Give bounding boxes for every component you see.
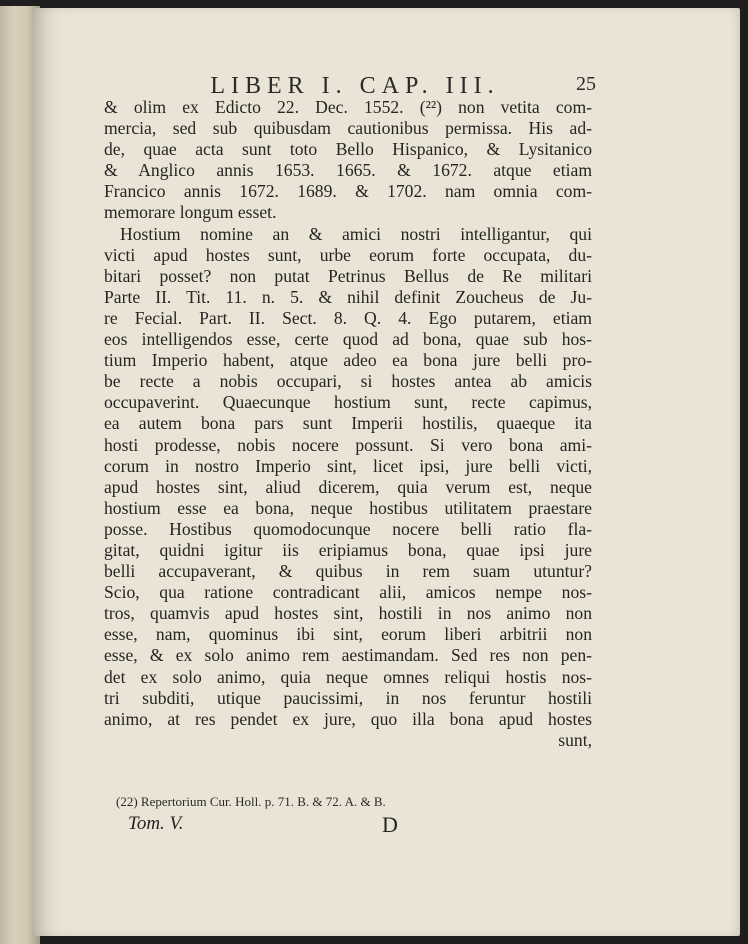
body-text: [104, 97, 592, 751]
text-line: be recte a nobis occupari, si hostes antea ab amicis: [104, 371, 592, 392]
text-line: hostium esse ea bona, neque hostibus utilitatem praestare: [104, 497, 592, 518]
text-line: gitat, quidni igitur iis eripiamus bona, quae ipsi jure: [104, 539, 592, 560]
text-line: & Anglico annis 1653. 1665. & 1672. atque etiam: [104, 160, 592, 181]
tome-label: Tom. V.: [128, 813, 184, 834]
text-line: animo, at res pendet ex jure, quo illa bona apud hostes: [104, 708, 592, 729]
catchword: sunt,: [558, 729, 592, 750]
text-line: Hostium nomine an & amici nostri intelligantur, qui: [120, 223, 592, 244]
text-line: victi apud hostes sunt, urbe eorum forte occupata, du-: [104, 244, 592, 265]
footnote: (22) Repertorium Cur. Holl. p. 71. B. & 72. A. & B.: [116, 794, 386, 809]
text-line: & olim ex Edicto 22. Dec. 1552. (²²) non vetita com-: [104, 97, 592, 117]
text-line: re Fecial. Part. II. Sect. 8. Q. 4. Ego putarem, etiam: [104, 307, 592, 328]
text-line: occupaverint. Quaecunque hostium sunt, recte capimus,: [104, 392, 592, 413]
text-line: tri subditi, utique paucissimi, in nos feruntur hostili: [104, 687, 592, 708]
text-line: esse, & ex solo animo rem aestimandam. Sed res non pen-: [104, 645, 592, 666]
text-line: tium Imperio habent, atque adeo ea bona jure belli pro-: [104, 350, 592, 371]
text-line: memorare longum esset.: [104, 202, 277, 223]
text-line: Parte II. Tit. 11. n. 5. & nihil definit Zoucheus de Ju-: [104, 286, 592, 307]
text-line: Francico annis 1672. 1689. & 1702. nam omnia com-: [104, 181, 592, 202]
text-line: det ex solo animo, quia neque omnes reliqui hostis nos-: [104, 666, 592, 687]
page-number: 25: [576, 73, 596, 95]
text-line: belli accupaverant, & quibus in rem suam utuntur?: [104, 561, 592, 582]
text-line: Scio, qua ratione contradicant alii, amicos nempe nos-: [104, 582, 592, 603]
text-line: apud hostes sint, aliud dicerem, quia verum est, neque: [104, 476, 592, 497]
text-line: posse. Hostibus quomodocunque nocere belli ratio fla-: [104, 518, 592, 539]
running-head: LIBER I. CAP. III.: [210, 73, 500, 99]
text-line: eos intelligendos esse, certe quod ad bona, quae sub hos-: [104, 329, 592, 350]
text-line: tros, quamvis apud hostes sint, hostili in nos animo non: [104, 603, 592, 624]
text-line: ea autem bona pars sunt Imperii hostilis, quaeque ita: [104, 413, 592, 434]
text-line: de, quae acta sunt toto Bello Hispanico, & Lysitanico: [104, 139, 592, 160]
signature-mark: D: [382, 812, 398, 837]
text-line: hosti prodesse, nobis nocere possunt. Si vero bona ami-: [104, 434, 592, 455]
text-line: corum in nostro Imperio sint, licet ipsi, jure belli victi,: [104, 455, 592, 476]
text-line: esse, nam, quominus ibi sint, eorum liberi arbitrii non: [104, 624, 592, 645]
text-line: bitari posset? non putat Petrinus Bellus de Re militari: [104, 265, 592, 286]
text-line: mercia, sed sub quibusdam cautionibus permissa. His ad-: [104, 118, 592, 139]
